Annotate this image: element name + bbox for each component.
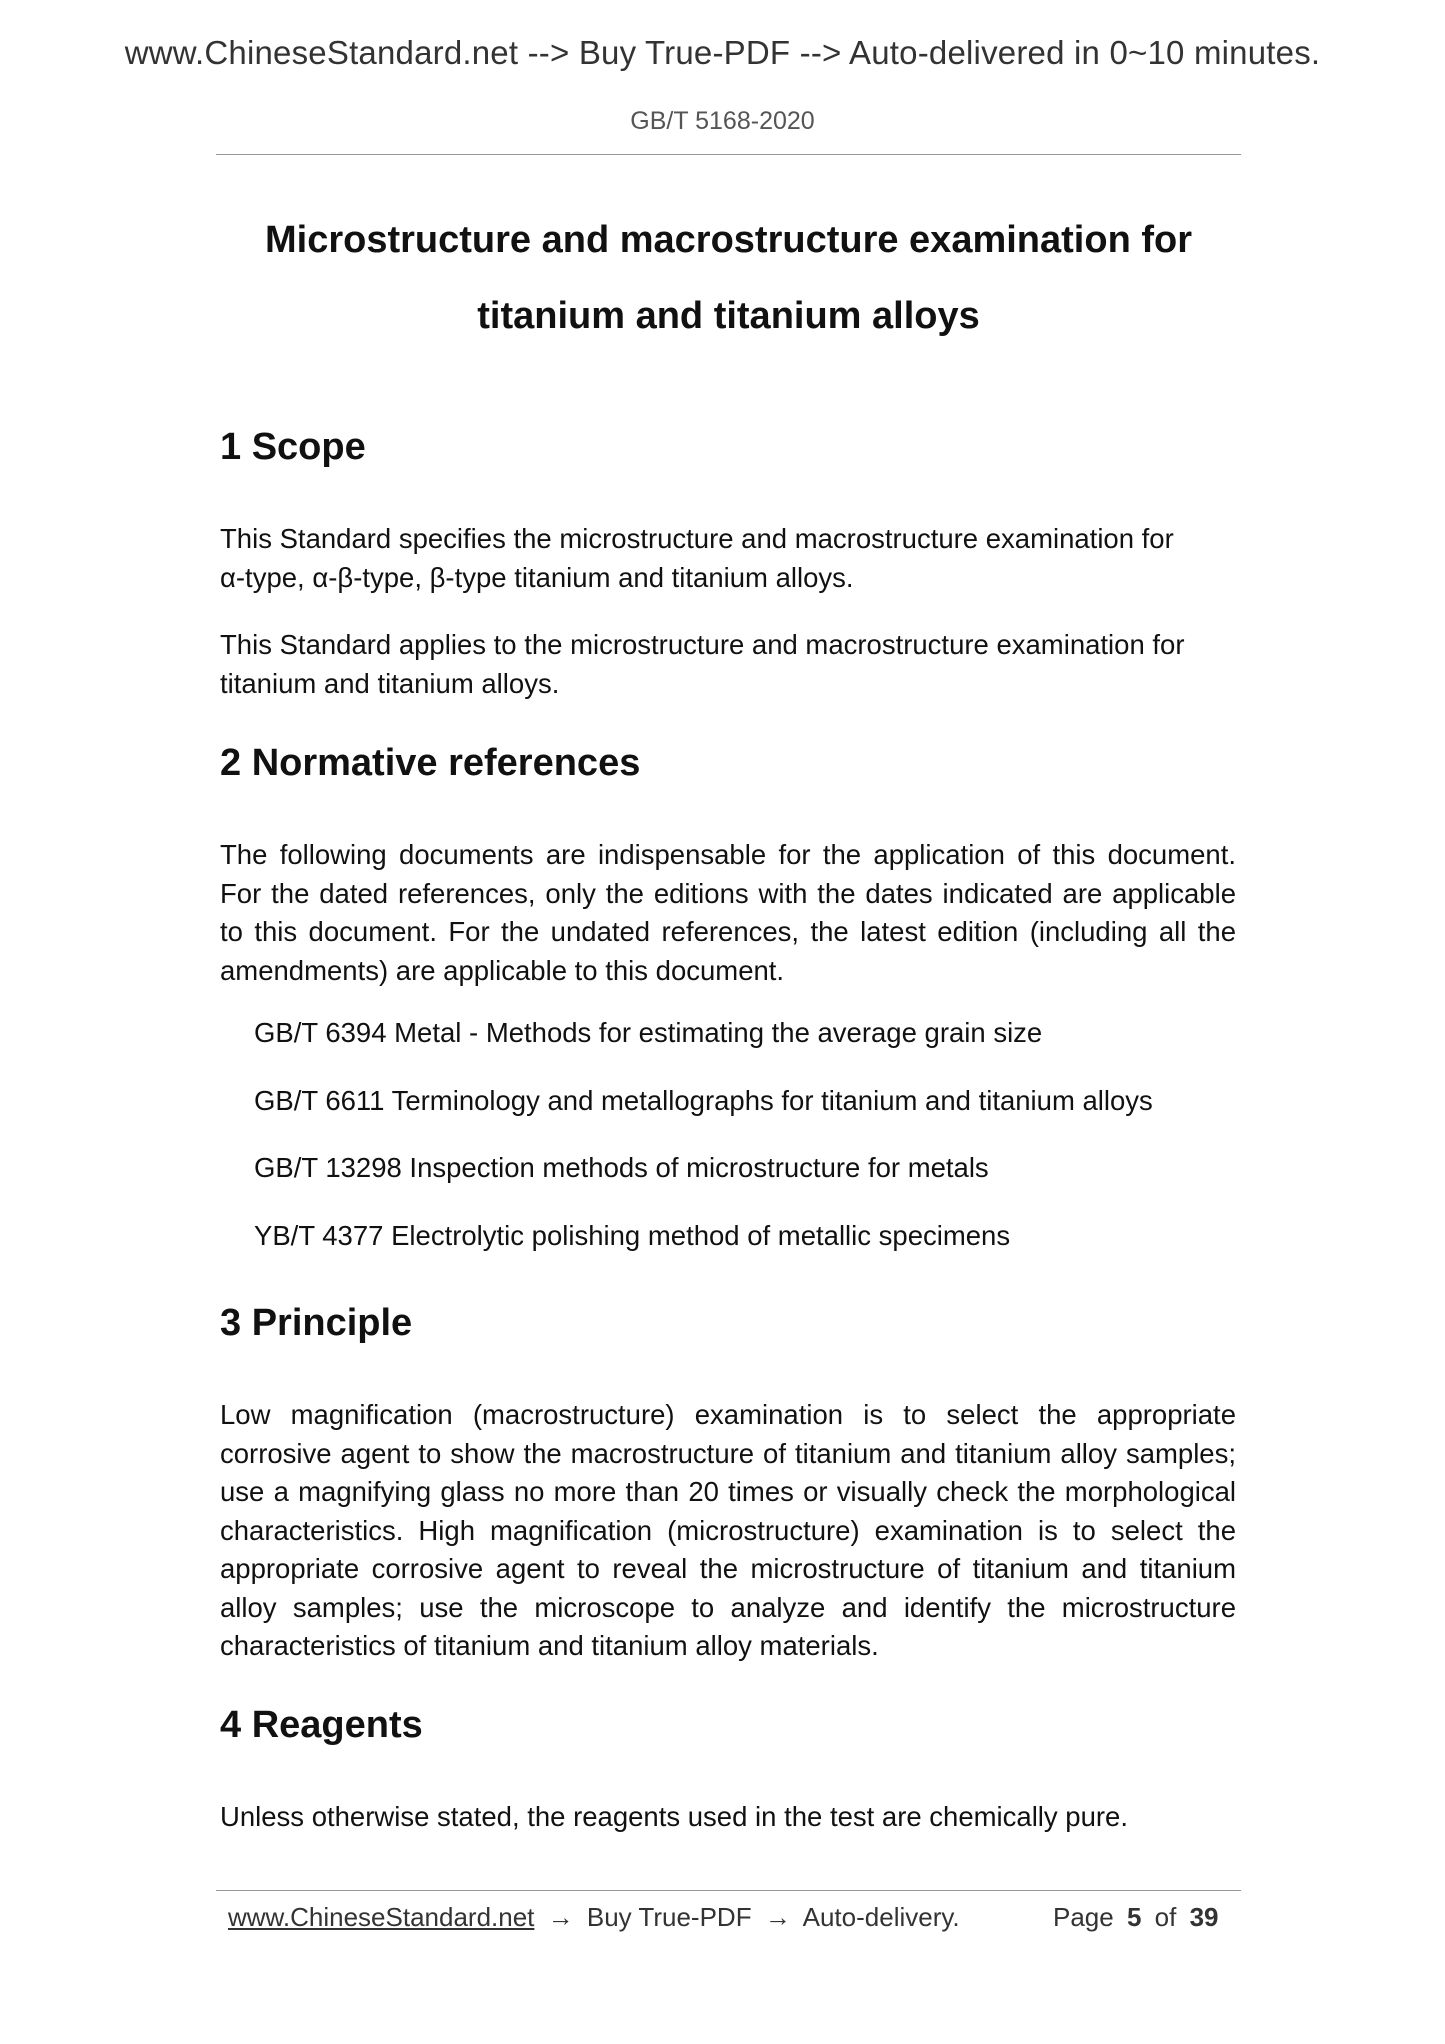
scope-p1-line2: α-type, α-β-type, β-type titanium and titanium alloys. xyxy=(220,561,854,593)
principle-paragraph: Low magnification (macrostructure) examination is to select the appropriate corrosive agent to show the macrostructure of titanium and titanium alloy samples; use a magnifying glass no more than 20 times or visually check the morphological characteristics. High magnification (microstructure) examination is to select the appropriate corrosive agent to reveal the microstructure of titanium and titanium alloy samples; use the microscope to analyze and identify the microstructure characteristics of titanium and titanium alloy materials. xyxy=(220,1399,1236,1661)
scope-paragraph-2 xyxy=(220,626,1236,703)
heading-reagents: 4 Reagents xyxy=(220,1704,423,1746)
normative-paragraph: The following documents are indispensable for the application of this document. For the dated references, only the editions with the dates indicated are applicable to this document. For the undated references, the latest edition (including all the amendments) are applicable to this document. xyxy=(220,839,1236,986)
of-label: of xyxy=(1154,1902,1177,1932)
title-line-2: titanium and titanium alloys xyxy=(477,295,980,337)
scope-p1-line1: This Standard specifies the microstructure and macrostructure examination for xyxy=(220,523,1174,554)
reference-item: GB/T 13298 Inspection methods of microstructure for metals xyxy=(254,1152,989,1183)
footer-site-link[interactable]: www.ChineseStandard.net xyxy=(228,1902,535,1932)
page-label: Page xyxy=(1053,1902,1114,1932)
page-total: 39 xyxy=(1189,1902,1219,1932)
arrow-right-icon: → xyxy=(764,1902,791,1932)
footer-divider xyxy=(216,1890,1241,1891)
page-indicator xyxy=(1053,1902,1225,1933)
title-line-1: Microstructure and macrostructure examination for xyxy=(265,219,1192,261)
heading-scope: 1 Scope xyxy=(220,426,366,468)
reference-item: GB/T 6394 Metal - Methods for estimating the average grain size xyxy=(254,1017,1043,1048)
heading-principle: 3 Principle xyxy=(220,1302,413,1344)
footer-buy-text: Buy True-PDF xyxy=(586,1902,752,1932)
footer-links xyxy=(228,1902,960,1933)
standard-number: GB/T 5168-2020 xyxy=(630,107,815,135)
scope-p2-line2: titanium and titanium alloys. xyxy=(220,667,560,699)
scope-paragraph-1 xyxy=(220,520,1236,597)
document-title xyxy=(216,202,1241,354)
page-current: 5 xyxy=(1126,1902,1142,1932)
scope-p2-line1: This Standard applies to the microstructure and macrostructure examination for xyxy=(220,629,1185,660)
reference-item: YB/T 4377 Electrolytic polishing method of metallic specimens xyxy=(254,1220,1011,1251)
heading-normative-references: 2 Normative references xyxy=(220,742,641,784)
top-banner: www.ChineseStandard.net --> Buy True-PDF --> Auto-delivered in 0~10 minutes. xyxy=(124,34,1321,71)
reference-item: GB/T 6611 Terminology and metallographs for titanium and titanium alloys xyxy=(254,1085,1153,1116)
reagents-paragraph: Unless otherwise stated, the reagents used in the test are chemically pure. xyxy=(220,1801,1128,1832)
footer-delivery-text: Auto-delivery. xyxy=(802,1902,960,1932)
arrow-right-icon: → xyxy=(547,1902,574,1932)
header-divider xyxy=(216,154,1241,155)
